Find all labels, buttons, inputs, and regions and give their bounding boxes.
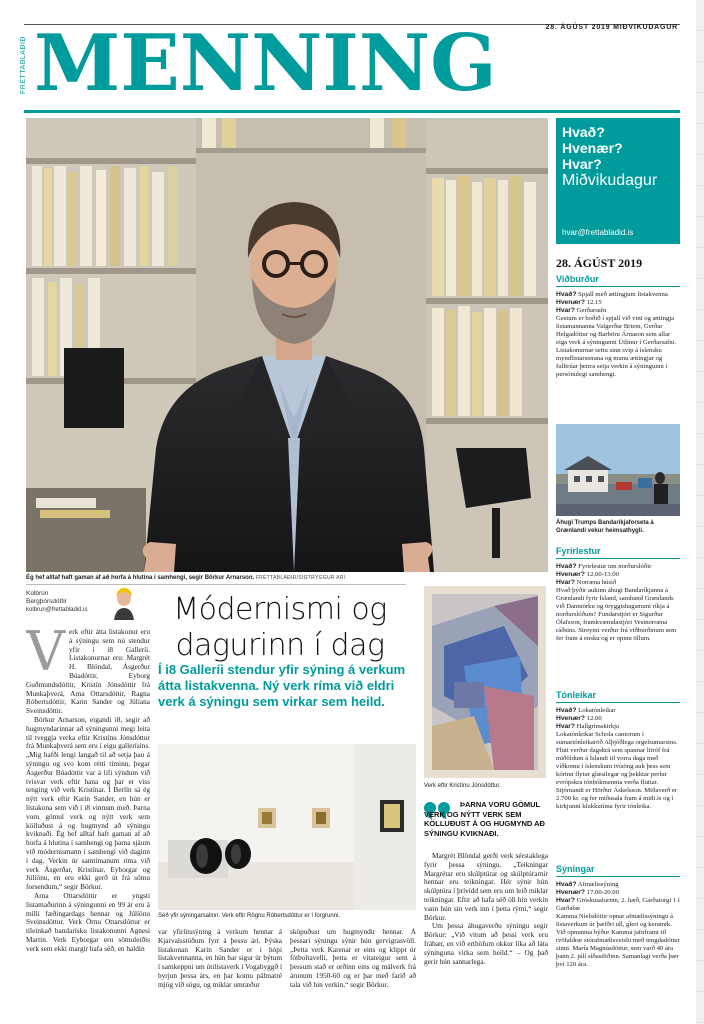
events-email[interactable]: hvar@frettabladid.is — [562, 228, 634, 237]
hero-photo-illustration — [26, 118, 548, 572]
label-where: Hvar? — [556, 307, 575, 314]
event-where: Gróskusalurinn, 2. hæð, Garðatorgi 1 í Garðabæ — [556, 897, 680, 912]
event-where: Hallgrímskirkja — [576, 723, 619, 730]
hero-caption — [26, 574, 548, 582]
greenland-illustration — [556, 424, 680, 516]
event-what: Lokatónleikar — [578, 707, 616, 714]
event-section-title: Sýningar — [556, 864, 680, 877]
events-when: Hvenær? — [562, 140, 623, 156]
event-section — [556, 546, 680, 643]
article-paragraph: Börkur Arnarson, eigandi i8, segir að hugmyndarinnar að sýningunni megi leita til tveggja verka eftir Kristínu Jónsdóttur frá Munkaþverá sem eru í eigu gallerísins. „Mig hafði lengi langað til að setja þau á sýningu og svo kom rétti tíminn, þegar Ásgerður Búadóttir var á lífi sýndum við tvisvar verk eftir hana og þar er viss tenging við verk Kristínar. Í Berlín sá ég nýtt verk eftir Karin Sander, en hún er listakona sem við í i8 vinnum með. Þarna voru gömul verk og nýtt verk sem kölluðust á og hugmynd að sýningu kviknaði. Ég hef alltaf haft gaman af að horfa á hlutina í samhengi og þarna sjáum við módernismann í samhengi við daginn í dag. Verkin úr samtímanum ríma við verk Ásgerðar, Kristínar, Eyborgar og Júlíönu, en eru ekki gerð út frá sömu forsendum,“ segir Börkur. — [26, 714, 150, 892]
gallery-illustration — [158, 744, 416, 910]
author-first-name: Kolbrún — [26, 590, 49, 597]
section-masthead: MENNING — [34, 18, 497, 109]
event-section-title: Viðburður — [556, 274, 680, 287]
event-desc: Hvað þýðir aukinn áhugi Bandaríkjanna á Grænlandi fyrir Ísland, samband Grænlands við Danmörku og öryggishagsmuni ríkja á norðurslóðum? Fundarstjóri er Sigurður Ólafsson, framkvæmdastjóri Vestnorræna ráðsins. Streymt verður frá viðburðinum sem fer fram á ensku og er opinn öllum. — [556, 587, 677, 642]
painting-photo — [424, 586, 546, 778]
hero-credit: FRÉTTABLAÐIÐ/SIGTRYGGUR ARI — [255, 575, 346, 581]
gallery-photo — [158, 744, 416, 910]
date-line: 28. ÁGÚST 2019 MIÐVIKUDAGUR — [545, 24, 678, 31]
label-what: Hvað? — [556, 291, 577, 298]
article-paragraph: erk eftir átta listakonur eru á sýningu sem nú stendur yfir í i8 Galleríi. Listakonurnar eru: Margrét H. Blöndal, Ásgerður Búadóttir, Eyborg Guðmundsdóttir, Kristín Jónsdóttir frá Munkaþverá, Arna Ottarsdóttir, Ragna Róbertsdóttir, Karin Sander og Júlíana Sveinsdóttir. — [26, 628, 150, 716]
author-last-name: Bergþórsdóttir — [26, 598, 67, 605]
article-rule — [26, 584, 406, 585]
event-when: 12.15 — [586, 299, 602, 306]
event-what: Afmælissýning — [577, 881, 619, 888]
article-paragraph: sköpuðust um hugmyndir hennar. Á þessari sýningu sýnir hún gervigrasvöll. „Þetta verk Karenar er eins og klippt úr fótboltavelli, þetta er vitateigur sem á þessum stað er orðinn eins og málverk frá árunum 1950-60 og er þar með farið að tala við hin verkin,“ segir Börkur. — [290, 928, 416, 989]
label-when: Hvenær? — [556, 889, 585, 896]
event-where: Gerðarsafn — [576, 307, 607, 314]
label-when: Hvenær? — [556, 715, 585, 722]
event-what: Fyrirlestur um norðurslóðir — [578, 563, 652, 570]
label-where: Hvar? — [556, 897, 575, 904]
label-where: Hvar? — [556, 723, 575, 730]
label-when: Hvenær? — [556, 299, 585, 306]
author-avatar — [110, 586, 138, 620]
article-paragraph: Arna Ottarsdóttir er yngsti listamaðurinn á sýningunni en 99 ár eru á milli fæðingardags hennar og Júlíönu Sveinsdóttur. Verk Örnu Ottarsdóttur er tileinkað bandarísku listakonunni Agnesi Martin. Verk Eyborgar eru sömuleiðis verk sem ekki margir hafa séð, en haldin — [26, 890, 150, 953]
greenland-caption: Áhugi Trumps Bandaríkjaforseta á Grænlandi vekur heimsathygli. — [556, 520, 654, 534]
event-desc: Lokatónleikar Schola cantorum í sumartónleikaröð Alþjóðlega orgelsumarsins. Flutt verður dagskrá sem spannar litróf frá miðöldum á Íslandi til vorra daga með víðkomu í íslenskum tvísöng auk þess sem kórinn flytur glæsilegar og þekktar perlur evrópskra tónbókmennta verða fluttar. Stjórnandi er Hörður Áskelsson. Miðaverð er 2.700 kr. og fer miðasala fram á midi.is og í kirkjunni klukkutíma fyrir tónleika. — [556, 731, 678, 810]
brand-vertical: FRÉTTABLAÐIÐ — [20, 36, 27, 94]
event-desc: Kamma Níelsdóttir opnar afmælissýningu á listaverkum úr þæfðri ull, gleri og keramik. Við opnunina býður Kamma jafnframt til tvöfaldrar stórafmælisveislu með tengdadóttur sinni. María Magnúsdóttur, sem varð 40 ára þann 2. júlí síðastliðinn. Samanlagt verða þær því 120 ára. — [556, 913, 680, 968]
article-standfirst: Í i8 Galleríi stendur yfir sýning á verkum átta listakvenna. Ný verk ríma við eldri verk á sýningu sem virkar sem heild. — [158, 662, 406, 709]
greenland-photo — [556, 424, 680, 516]
dropcap: V — [26, 628, 65, 683]
event-when: 12.00-13.00 — [586, 571, 619, 578]
gallery-caption: Séð yfir sýningarsalinn. Verk eftir Rögnu Róbertsdóttur er í forgrunni. — [158, 913, 341, 919]
masthead-rule — [24, 110, 680, 113]
event-section — [556, 274, 680, 379]
event-when: 12.00 — [586, 715, 602, 722]
page-edge — [696, 0, 704, 1024]
event-item — [556, 707, 680, 811]
event-section-title: Fyrirlestur — [556, 546, 680, 559]
event-item — [556, 881, 680, 969]
event-section — [556, 690, 680, 811]
event-section-title: Tónleikar — [556, 690, 680, 703]
article-column-4 — [424, 852, 548, 1020]
article-paragraph: Margrét Blöndal gerði verk sérstaklega fyrir þessa sýningu. „Teikningar Margrétar eru skúlptúrar og skúlptúrarnir hennar eru teikningar. Hér sýnir hún skúlptúra í þrívídd sem eru um leið miklar teikningar. Eftir að hafa séð öll hin verkin vann hún sín verk inn í þetta rými,“ segir Börkur. — [424, 852, 548, 922]
event-section — [556, 864, 680, 969]
event-what: Spjall með ættingjum listakvenna — [578, 291, 668, 298]
label-where: Hvar? — [556, 579, 575, 586]
event-where: Norræna húsið — [576, 579, 617, 586]
events-where: Hvar? — [562, 156, 602, 172]
painting-caption: Verk eftir Kristínu Jónsdóttur. — [424, 783, 501, 789]
event-item — [556, 291, 680, 379]
article-paragraph: var yfirlitssýning á verkum hennar á Kjarvalsstöðum fyrr á þessu ári. Þýska listakonan Karin Sander er í hópi listakvennanna, en hún bar sigur úr býtum í samkeppni um útilistaverk í Vogabyggð í byrjun þessa árs, en þar komu pálmatré mjög við sögu, og miklar umræður — [158, 928, 282, 989]
pull-quote: ÞARNA VORU GÖMUL VERK OG NÝTT VERK SEM KÖLLUÐUST Á OG HUGMYND AÐ SÝNINGU KVIKNAÐI. — [424, 800, 545, 838]
events-what: Hvað? — [562, 124, 605, 140]
article-column-3 — [290, 928, 416, 1020]
author-email[interactable]: kolbrun@frettabladid.is — [26, 607, 88, 613]
hero-caption-text: Ég hef alltaf haft gaman af að horfa á hlutina í samhengi, segir Börkur Arnarson. — [26, 575, 255, 581]
label-what: Hvað? — [556, 707, 577, 714]
event-when: 17.00-20.00 — [586, 889, 619, 896]
painting-illustration — [424, 586, 546, 778]
event-item — [556, 563, 680, 643]
events-day: Miðvikudagur — [562, 172, 658, 189]
label-when: Hvenær? — [556, 571, 585, 578]
article-column-2 — [158, 928, 282, 1020]
article-column-1 — [26, 628, 150, 1020]
article-paragraph: Um þessa áhugaverðu sýningu segir Börkur: „Við vitum að þessi verk eru frábær, en við erthöfum okkur líka að láta sýninguna virka sem heild.“ – Og það gerir hún sannarlega. — [424, 921, 548, 966]
label-what: Hvað? — [556, 881, 577, 888]
hero-photo — [26, 118, 548, 572]
events-date: 28. ÁGÚST 2019 — [556, 256, 643, 270]
article-headline: Módernismi og dagurinn í dag — [173, 592, 387, 663]
event-desc: Gestum er boðið í spjall við vini og ættingja listamannanna Valgerðar Briem, Gerðar Helgadóttur og Barböru Árnason sem allar eiga verk á sýningunni Útlínur í Gerðarsafni. Listakonurnar settu sinn svip á íslensku myndlistarsenuna og munu ættingjar og fulltrúar þeirra setja verkin á sýningunni í persónulegt samhengi. — [556, 315, 677, 378]
label-what: Hvað? — [556, 563, 577, 570]
events-header-box — [556, 118, 680, 244]
